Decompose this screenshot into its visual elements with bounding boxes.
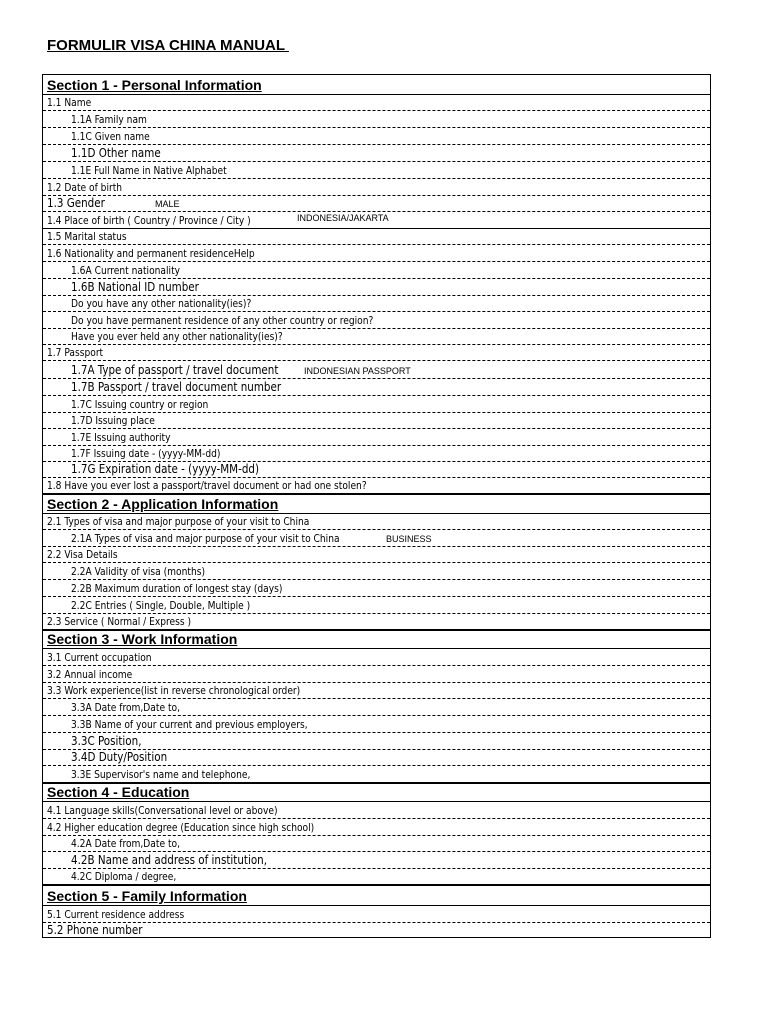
field-1-1c[interactable]: [43, 128, 710, 145]
field-2-2-label: 2.2 Visa Details: [47, 548, 118, 561]
field-1-7b-label: 1.7B Passport / travel document number: [71, 379, 282, 394]
field-4-2[interactable]: [43, 819, 710, 836]
field-3-3d-label: 3.4D Duty/Position: [71, 749, 168, 764]
field-4-2b-label: 4.2B Name and address of institution,: [71, 852, 268, 867]
field-1-1d[interactable]: [43, 145, 710, 162]
field-4-2b[interactable]: [43, 852, 710, 869]
field-1-5[interactable]: [43, 229, 710, 245]
field-4-2c-label: 4.2C Diploma / degree,: [71, 870, 177, 883]
visa-form: [42, 74, 711, 938]
passport-type-value[interactable]: INDONESIAN PASSPORT: [304, 366, 411, 376]
field-2-2b-label: 2.2B Maximum duration of longest stay (days): [71, 582, 283, 595]
field-1-8[interactable]: [43, 478, 710, 493]
field-5-1[interactable]: [43, 906, 710, 923]
field-1-7f-label: 1.7F Issuing date - (yyyy-MM-dd): [71, 447, 221, 460]
field-1-6a[interactable]: [43, 262, 710, 279]
field-1-7a[interactable]: [43, 361, 710, 379]
field-5-2[interactable]: [43, 923, 710, 938]
field-1-6[interactable]: [43, 245, 710, 262]
field-2-2[interactable]: [43, 547, 710, 563]
field-2-3-label: 2.3 Service ( Normal / Express ): [47, 615, 192, 628]
field-3-3c[interactable]: [43, 733, 710, 750]
section-5-title: Section 5 - Family Information: [47, 888, 247, 904]
field-1-7d-label: 1.7D Issuing place: [71, 414, 155, 427]
field-1-2-label: 1.2 Date of birth: [47, 181, 123, 194]
question-other-nationality-label: Do you have any other nationality(ies)?: [71, 297, 252, 310]
field-1-1c-label: 1.1C Given name: [71, 130, 150, 143]
field-1-7c-label: 1.7C Issuing country or region: [71, 398, 209, 411]
field-2-2a[interactable]: [43, 563, 710, 580]
field-2-2a-label: 2.2A Validity of visa (months): [71, 565, 206, 578]
field-3-3[interactable]: [43, 683, 710, 699]
field-3-2-label: 3.2 Annual income: [47, 668, 133, 681]
field-1-1d-label: 1.1D Other name: [71, 145, 161, 160]
field-4-2c[interactable]: [43, 869, 710, 884]
field-2-1a[interactable]: [43, 530, 710, 547]
field-1-7e-label: 1.7E Issuing authority: [71, 431, 171, 444]
section-4-header: [43, 782, 710, 802]
section-2-header: [43, 493, 710, 514]
field-1-1-label: 1.1 Name: [47, 96, 92, 109]
visa-type-value[interactable]: BUSINESS: [386, 534, 432, 544]
field-2-2c-label: 2.2C Entries ( Single, Double, Multiple ): [71, 599, 251, 612]
field-2-2b[interactable]: [43, 580, 710, 597]
field-1-3-label: 1.3 Gender: [47, 195, 105, 210]
field-1-3[interactable]: [43, 196, 710, 212]
field-3-1-label: 3.1 Current occupation: [47, 651, 152, 664]
field-4-2a[interactable]: [43, 836, 710, 852]
field-5-2-label: 5.2 Phone number: [47, 922, 143, 937]
field-4-1-label: 4.1 Language skills(Conversational level or above): [47, 804, 278, 817]
field-1-1a[interactable]: [43, 111, 710, 128]
field-1-6b-label: 1.6B National ID number: [71, 279, 199, 294]
gender-value[interactable]: MALE: [155, 199, 180, 209]
field-1-8-label: 1.8 Have you ever lost a passport/travel document or had one stolen?: [47, 479, 367, 492]
question-permanent-residence[interactable]: [43, 312, 710, 329]
section-1-title: Section 1 - Personal Information: [47, 77, 262, 93]
field-1-7[interactable]: [43, 345, 710, 361]
field-1-7f[interactable]: [43, 446, 710, 462]
field-1-6a-label: 1.6A Current nationality: [71, 264, 181, 277]
field-3-3a[interactable]: [43, 699, 710, 716]
section-4-title: Section 4 - Education: [47, 784, 190, 800]
field-1-7c[interactable]: [43, 396, 710, 413]
question-other-nationality[interactable]: [43, 296, 710, 312]
field-1-7g[interactable]: [43, 462, 710, 478]
field-2-2c[interactable]: [43, 597, 710, 614]
field-3-3c-label: 3.3C Position,: [71, 733, 142, 748]
section-3-header: [43, 629, 710, 649]
section-1-header: [43, 75, 710, 95]
field-3-3e-label: 3.3E Supervisor's name and telephone,: [71, 768, 251, 781]
field-1-4-label: 1.4 Place of birth ( Country / Province / City ): [47, 214, 251, 227]
field-1-7d[interactable]: [43, 413, 710, 429]
field-3-3d[interactable]: [43, 750, 710, 766]
question-held-nationality-label: Have you ever held any other nationality(ies)?: [71, 330, 283, 343]
field-1-4[interactable]: [43, 212, 710, 229]
field-3-3b[interactable]: [43, 716, 710, 733]
field-3-3e[interactable]: [43, 766, 710, 782]
field-5-1-label: 5.1 Current residence address: [47, 908, 185, 921]
field-1-7e[interactable]: [43, 429, 710, 446]
field-2-1[interactable]: [43, 514, 710, 530]
field-1-6b[interactable]: [43, 279, 710, 296]
field-1-1e[interactable]: [43, 162, 710, 179]
field-1-1[interactable]: [43, 95, 710, 111]
field-1-7g-label: 1.7G Expiration date - (yyyy-MM-dd): [71, 461, 260, 476]
form-title: FORMULIR VISA CHINA MANUAL: [47, 37, 289, 54]
field-4-2-label: 4.2 Higher education degree (Education since high school): [47, 821, 315, 834]
field-1-7a-label: 1.7A Type of passport / travel document: [71, 362, 279, 377]
field-3-3-label: 3.3 Work experience(list in reverse chronological order): [47, 684, 301, 697]
question-permanent-residence-label: Do you have permanent residence of any other country or region?: [71, 314, 374, 327]
field-1-2[interactable]: [43, 179, 710, 196]
field-1-5-label: 1.5 Marital status: [47, 230, 127, 243]
field-1-7-label: 1.7 Passport: [47, 346, 104, 359]
field-2-3[interactable]: [43, 614, 710, 629]
section-3-title: Section 3 - Work Information: [47, 631, 238, 647]
field-3-2[interactable]: [43, 666, 710, 683]
field-2-1a-label: 2.1A Types of visa and major purpose of your visit to China: [71, 532, 340, 545]
field-4-2a-label: 4.2A Date from,Date to,: [71, 837, 180, 850]
field-2-1-label: 2.1 Types of visa and major purpose of your visit to China: [47, 515, 310, 528]
field-1-6-label: 1.6 Nationality and permanent residenceHelp: [47, 247, 255, 260]
place-of-birth-value[interactable]: INDONESIA/JAKARTA: [297, 213, 389, 223]
section-2-title: Section 2 - Application Information: [47, 496, 279, 512]
field-3-3a-label: 3.3A Date from,Date to,: [71, 701, 180, 714]
field-4-1[interactable]: [43, 802, 710, 819]
field-3-3b-label: 3.3B Name of your current and previous employers,: [71, 718, 308, 731]
field-1-7b[interactable]: [43, 379, 710, 396]
section-5-header: [43, 884, 710, 906]
field-1-1a-label: 1.1A Family nam: [71, 113, 147, 126]
field-3-1[interactable]: [43, 649, 710, 666]
question-held-nationality[interactable]: [43, 329, 710, 345]
field-1-1e-label: 1.1E Full Name in Native Alphabet: [71, 164, 227, 177]
